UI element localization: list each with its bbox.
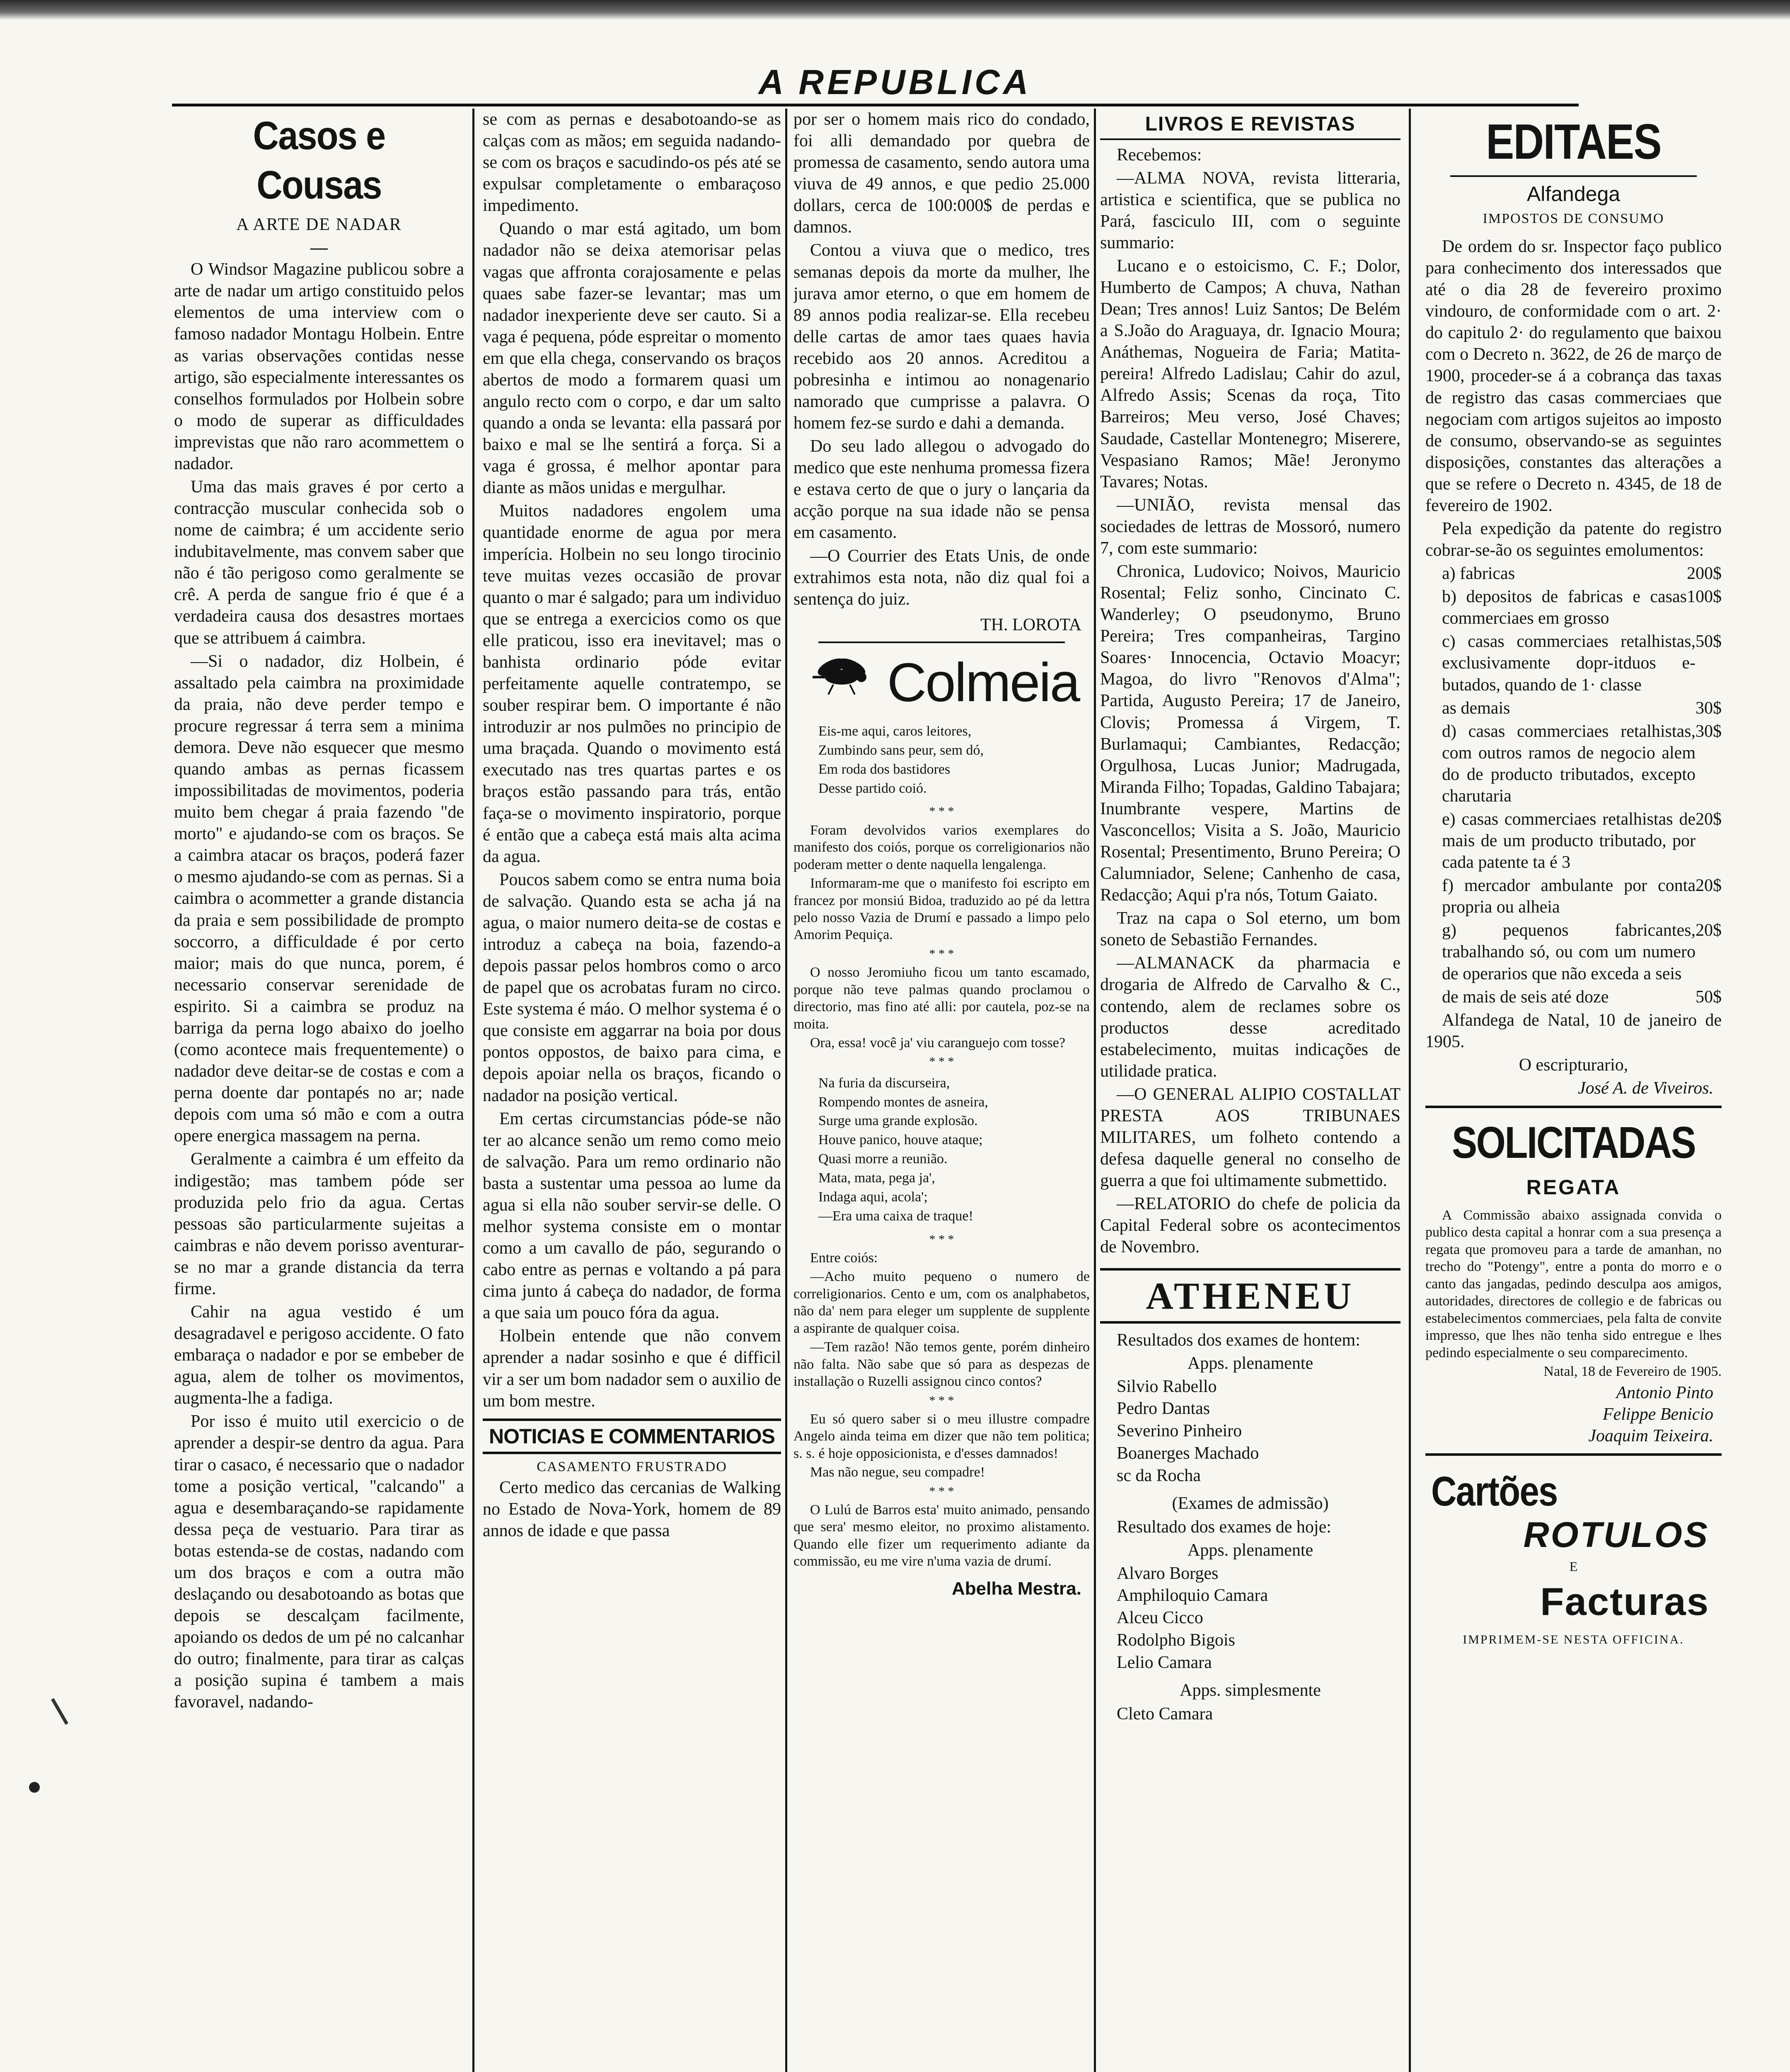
column-divider: [1409, 109, 1411, 2072]
article-subheading: CASAMENTO FRUSTRADO: [537, 1459, 727, 1474]
ad-tagline: IMPRIMEM-SE NESTA OFFICINA.: [1463, 1632, 1684, 1646]
list-item: sc da Rocha: [1117, 1466, 1201, 1485]
section-heading-casos: Casos e Cousas: [253, 114, 385, 208]
paragraph: —RELATORIO do chefe de policia da Capital Federal sobre os acontecimentos de Novembro.: [1100, 1194, 1401, 1257]
paragraph: Foram devolvidos varios exemplares do manifesto dos coiós, porque os correligionarios não poderam metter o dente naquella lengalenga.: [793, 822, 1090, 872]
section-heading-noticias: NOTICIAS E COMMENTARIOS: [483, 1418, 781, 1454]
paragraph: Do seu lado allegou o advogado do medico que este nenhuma promessa fizera e estava certo de que o jury o lançaria da acção porque na sua idade não se pensa em casamento.: [793, 437, 1090, 542]
fee-value: 20$: [1696, 876, 1722, 896]
signature-name: Joaquim Teixeira.: [1588, 1426, 1713, 1445]
fee-description: as demais: [1442, 698, 1510, 718]
notice-heading: Alfandega: [1526, 182, 1621, 206]
paragraph: Em certas circumstancias póde-se não ter ao alcance senão um remo como meio de salvação. Para um remo ordinario não basta a sustentar uma pessoa ao lume da agua si ella não souber servir-se delle. O melhor systema consiste em o montar como a um cavallo de páo, segurando o cabo entre as pernas e voltando a pá para cima junto á cabeça do nadador, de forma a que saia um pouco fóra da agua.: [483, 1109, 781, 1323]
fee-value: 20$: [1696, 809, 1722, 829]
page-top-edge: [0, 0, 1790, 20]
notice-heading: REGATA: [1526, 1175, 1621, 1199]
signature-title: O escripturario,: [1519, 1055, 1628, 1075]
fee-description: b) depositos de fabricas e casas commerciaes em grosso: [1442, 587, 1687, 628]
list-item: Lelio Camara: [1117, 1653, 1212, 1672]
poem-line: Rompendo montes de asneira,: [818, 1094, 988, 1110]
fee-value: 20$: [1696, 921, 1722, 940]
ad-cartoes: Cartões: [1431, 1468, 1558, 1515]
poem-line: Indaga aqui, acola';: [818, 1189, 928, 1205]
colmeia-title: Colmeia: [887, 652, 1079, 713]
fee-row: [1425, 986, 1722, 1008]
paragraph: A Commissão abaixo assignada convida o publico desta capital a honrar com a sua presença a regata que promoveu para a tarde de amanhan, no trecho do "Potengy", entre a ponta do morro e o canto das jangadas, pedindo desculpa aos amigos, autoridades, directores de collegio e de fabricas ou estabelecimentos commerciaes, pela falta de convite impresso, que lhes não tenha sido entregue e lhes pedindo especialmente o seu comparecimento.: [1425, 1207, 1722, 1360]
fee-list: [1425, 563, 1722, 1008]
paragraph: —Si o nadador, diz Holbein, é assaltado pela caimbra na proximidade da praia, não deve perder tempo e procure regressar á terra sem a minima demora. Deve não esquecer que mesmo quando ambas as pernas ficassem impossibilitadas de movimentos, poderia muito bem chegar á praia fazendo "de morto" e ajudando-se com os braços. Se a caimbra atacar os braços, poderá fazer o mesmo ajudando-se com as pernas. Si a caimbra o acommetter a grande distancia da praia e sem possibilidade de prompto soccorro, a difficuldade é por certo maior; mais do que nunca, porem, é necessario conservar serenidade de espirito. Si a caimbra se produz na barriga da perna logo abaixo do joelho (como acontece mais frequentemente) o nadador deve deitar-se de costas e com a perna doente dar pontapés no ar; nade depois com uma só mão e com a outra opere energica massagem na perna.: [174, 651, 464, 1146]
column-4: [1100, 109, 1401, 2072]
paragraph: Quando o mar está agitado, um bom nadador não se deixa atemorisar pelas vagas que affronta corajosamente e pelas quaes sabe fazer-se levantar; mas um nadador inexperiente deve ser cauto. Si a vaga é pequena, póde espreitar o momento em que ella chega, conservando os braços abertos de modo a formarem quasi um angulo recto com o corpo, e dar um salto quando a onda se levanta: ella passará por baixo e mal se lhe sentirá a força. Si a vaga é grossa, é melhor apontar para diante as mãos unidas e mergulhar.: [483, 219, 781, 498]
list-item: Pedro Dantas: [1117, 1399, 1210, 1418]
name-list: [1117, 1563, 1401, 1674]
fee-value: 100$: [1687, 587, 1722, 607]
column-1: [174, 109, 464, 2072]
column-2: [483, 109, 781, 2072]
paragraph: Holbein entende que não convem aprender a nadar sosinho e que é difficil vir a ser um bom nadador sem o auxilio de um bom mestre.: [483, 1326, 781, 1411]
paragraph: Recebemos:: [1117, 145, 1202, 165]
section-heading-editaes: EDITAES: [1486, 114, 1661, 169]
masthead-rule: [172, 104, 1579, 107]
ad-conjunction: E: [1569, 1559, 1578, 1574]
paragraph: Entre coiós:: [810, 1250, 878, 1266]
paragraph: Geralmente a caimbra é um effeito da indigestão; mas tambem póde ser produzida pelo frio da agua. Certas pessoas são particularmente sujeitas a caimbras e não devem porisso aventurar-se no mar a grande distancia da terra firme.: [174, 1150, 464, 1298]
poem-line: Quasi morre a reunião.: [818, 1151, 948, 1167]
paragraph: —O GENERAL ALIPIO COSTALLAT PRESTA AOS TRIBUNAES MILITARES, um folheto contendo a defesa daquelle general no conselho de guerra a que foi ultimamente submettido.: [1100, 1084, 1401, 1191]
fee-row: [1425, 697, 1722, 719]
paragraph: —Acho muito pequeno o numero de correligionarios. Cento e um, com os analphabetos, não da' nem para eleger um supplente de supplente a aspirante de qualquer coisa.: [793, 1269, 1090, 1336]
paragraph: Chronica, Ludovico; Noivos, Mauricio Rosental; Feliz sonho, Cincinato C. Wanderley; O pseudonymo, Bruno Pereira; Tres companheiras, Targino Soares· Innocencia, Octavio Moacyr; Magoa, do livro "Renovos d'Alma"; Partida, Augusto Pereira; 17 de Janeiro, Clovis; Promessa á Virgem, T. Burlamaqui; Cambiantes, Redacção; Orgulhosa, Lucas Junior; Madrugada, Miranda Filho; Topadas, Galdino Tabajara; Inumbrante vespere, Martins de Vasconcellos; Visita a S. João, Mauricio Rosental; Presentimento, Bruno Pereira; O Calumniador, Selene; Canhenho de casa, Redacção; Aqui p'ra nós, Totum Gaiato.: [1100, 562, 1401, 905]
signature-name: Antonio Pinto: [1616, 1383, 1713, 1402]
poem-line: Mata, mata, pega ja',: [818, 1170, 935, 1186]
paragraph: Uma das mais graves é por certo a contracção muscular conhecida sob o nome de caimbra; é um accidente serio indubitavelmente, mas convem saber que não é tão perigoso como geralmente se crê. A perda de sangue frio é que é a verdadeira causa dos desastres mortaes que se attribuem á caimbra.: [174, 477, 464, 648]
margin-mark: [51, 1698, 68, 1725]
stars-separator: * * *: [929, 1055, 954, 1069]
colmeia-header: [793, 647, 1090, 718]
poem-line: —Era uma caixa de traque!: [818, 1208, 973, 1224]
date-line: Natal, 18 de Fevereiro de 1905.: [1543, 1364, 1722, 1380]
fee-value: 50$: [1696, 987, 1722, 1007]
column-divider: [1094, 109, 1096, 2072]
poem-line: Surge uma grande explosão.: [818, 1113, 978, 1129]
paragraph: Por isso é muito util exercicio o de aprender a despir-se dentro da agua. Para tirar o casaco, é necessario que o nadador tome a posição vertical, "calcando" a agua e desembaraçando-se rapidamente dessa peça de vestuario. Para tirar as botas estenda-se de costas, nadando com um dos braços e com a outra mão deslaçando ou desabotoando as botas que depois se descalçam facilmente, apoiando os dedos de um pé no calcanhar do outro; finalmente, para tirar as calças a posição supina é tambem a mais favoravel, nadando-: [174, 1412, 464, 1712]
margin-dot: [29, 1782, 40, 1793]
list-item: Cleto Camara: [1117, 1704, 1213, 1723]
fee-row: [1425, 563, 1722, 584]
section-heading-solicitadas: SOLICITADAS: [1451, 1117, 1696, 1167]
paragraph: Resultados dos exames de hontem:: [1117, 1330, 1360, 1350]
fee-description: g) pequenos fabricantes, trabalhando só, ou com um numero de operarios que não exceda a seis: [1442, 921, 1696, 983]
signature-name: Felippe Benicio: [1602, 1404, 1713, 1424]
results-label: (Exames de admissão): [1172, 1494, 1329, 1513]
signature-name: José A. de Viveiros.: [1578, 1078, 1713, 1098]
list-item: Alceu Cicco: [1117, 1608, 1203, 1628]
column-5: [1425, 109, 1722, 2072]
paragraph: O nosso Jeromiuho ficou um tanto escamado, porque não teve palmas quando proclamou o directorio, mas fino até alli: por cautela, poz-se na moita.: [793, 965, 1090, 1032]
fee-row: [1425, 721, 1722, 807]
signature: TH. LOROTA: [980, 615, 1081, 634]
poem: [818, 1074, 1090, 1226]
list-item: Amphiloquio Camara: [1117, 1586, 1268, 1605]
fee-description: d) casas commerciaes retalhistas, com outros ramos de negocio alem do de producto tributados, excepto charutaria: [1442, 721, 1696, 806]
paragraph: Ora, essa! você ja' viu caranguejo com tosse?: [810, 1035, 1065, 1051]
ad-facturas: Facturas: [1540, 1580, 1709, 1624]
stars-separator: * * *: [929, 804, 954, 818]
paragraph: Alfandega de Natal, 10 de janeiro de 1905.: [1425, 1010, 1722, 1051]
ad-rotulos: ROTULOS: [1523, 1515, 1709, 1555]
fee-description: c) casas commerciaes retalhistas, exclusivamente dopr-itduos e-butados, quando de 1· classe: [1442, 632, 1696, 695]
fee-row: [1425, 586, 1722, 629]
fee-description: a) fabricas: [1442, 564, 1515, 583]
bee-icon: [804, 653, 879, 712]
paragraph: Certo medico das cercanias de Walking no Estado de Nova-York, homem de 89 annos de idade e que passa: [483, 1478, 781, 1541]
results-label: Apps. plenamente: [1187, 1353, 1313, 1373]
list-item: Silvio Rabello: [1117, 1377, 1217, 1396]
poem: [818, 722, 1090, 798]
fee-value: 200$: [1687, 564, 1722, 583]
separator-rule: [1425, 1106, 1722, 1108]
paragraph: por ser o homem mais rico do condado, foi alli demandado por quebra de promessa de casamento, sendo autora uma viuva de 49 annos, e que pedio 25.000 dollars, cerca de 100:000$ de perdas e damnos.: [793, 110, 1090, 237]
paragraph: Poucos sabem como se entra numa boia de salvação. Quando esta se acha já na agua, o maior numero deita-se de costas e introduz a cabeça na boia, fazendo-a depois passar pelos hombros como o arco de papel que os acrobatas furam no circo. Este systema é máo. O melhor systema é o que consiste em aggarrar na boia por dous pontos oppostos, de baixo para cima, e depois apoiar nella os braços, ficando o nadador na posição vertical.: [483, 870, 781, 1105]
paragraph: Informaram-me que o manifesto foi escripto em francez por monsiú Bidoa, traduzido ao pé da lettra pelo nosso Vazia de Drumí e passado a limpo pelo Amorim Pequiça.: [793, 876, 1090, 943]
column-divider: [472, 109, 474, 2072]
poem-line: Eis-me aqui, caros leitores,: [818, 723, 972, 739]
fee-description: de mais de seis até doze: [1442, 987, 1609, 1007]
paragraph: Contou a viuva que o medico, tres semanas depois da morte da mulher, lhe jurava amor eterno, o que em homem de 89 annos podia realizar-se. Ella recebeu delle cartas de amor taes quaes havia recebido aos 20 annos. Acreditou a pobresinha e intimou ao nonagenario namorado que cumprisse a palavra. O homem fez-se surdo e dahi a demanda.: [793, 241, 1090, 433]
paragraph: De ordem do sr. Inspector faço publico para conhecimento dos interessados que até o dia 28 de fevereiro proximo vindouro, de conformidade com o art. 2· do capitulo 2· do regulamento que baixou com o Decreto n. 3622, de 26 de março de 1900, proceder-se á a cobrança das taxas de registro das casas commerciaes que negociam com artigos sujeitos ao imposto de consumo, observando-se as seguintes disposições, constantes das alterações a que se refere o Decreto n. 4345, de 18 de fevereiro de 1902.: [1425, 237, 1722, 515]
fee-row: [1425, 875, 1722, 918]
poem-line: Desse partido coió.: [818, 780, 927, 796]
paragraph: se com as pernas e desabotoando-se as calças com as mãos; em seguida nadando-se com os braços e sacudindo-os pés até se expulsar completamente o embaraçoso impedimento.: [483, 110, 781, 215]
paragraph: O Lulú de Barros esta' muito animado, pensando que sera' mesmo eleitor, no proximo alistamento. Quando elle fizer um requerimento adiante da commissão, eu me vire n'uma vazia de drumí.: [793, 1502, 1090, 1569]
fee-value: 30$: [1696, 721, 1722, 741]
fee-row: [1425, 808, 1722, 873]
section-heading-atheneu: ATHENEU: [1100, 1268, 1401, 1324]
separator-rule: [818, 641, 1065, 643]
paragraph: Eu só quero saber si o meu illustre compadre Angelo ainda teima em dizer que não tem politica; s. s. é hoje opposicionista, e d'esses damnados!: [793, 1411, 1090, 1461]
fee-description: f) mercador ambulante por conta propria ou alheia: [1442, 876, 1696, 917]
fee-row: [1425, 920, 1722, 984]
column-divider: [785, 109, 787, 2072]
paragraph: —O Courrier des Etats Unis, de onde extrahimos esta nota, não diz qual foi a sentença do juiz.: [793, 546, 1090, 609]
stars-separator: * * *: [929, 1484, 954, 1498]
signature: Abelha Mestra.: [952, 1578, 1081, 1599]
list-item: Severino Pinheiro: [1117, 1421, 1242, 1441]
poem-line: Zumbindo sans peur, sem dó,: [818, 742, 984, 758]
paragraph: Cahir na agua vestido é um desagradavel e perigoso accidente. O fato embaraça o nadador e por se embeber de agua, alem de tolher os movimentos, augmenta-lhe a fadiga.: [174, 1302, 464, 1408]
fee-row: [1425, 631, 1722, 695]
paragraph: Muitos nadadores engolem uma quantidade enorme de agua por mera imperícia. Holbein no seu longo tirocinio teve muitas vezes occasião de provar quanto o mar é salgado; para um individuo que se entrega a exercicios como os que elle praticou, isso era inevitavel; mas o banhista ordinario póde evitar perfeitamente aquelle contratempo, se souber respirar bem. O importante é não introduzir ar nos pulmões no principio de uma braçada. Quando o movimento está executado nas tres quartas partes e os braços estão passando para trás, então faça-se o movimento inspiratorio, porque é então que a cabeça está mais alta acima da agua.: [483, 501, 781, 866]
name-list: [1117, 1703, 1401, 1726]
poem-line: Houve panico, houve ataque;: [818, 1132, 983, 1148]
column-3: [793, 109, 1090, 2072]
paragraph: Resultado dos exames de hoje:: [1117, 1517, 1331, 1537]
section-heading-livros: LIVROS E REVISTAS: [1100, 109, 1401, 140]
article-subheading: A ARTE DE NADAR: [236, 215, 402, 235]
paragraph: Lucano e o estoicismo, C. F.; Dolor, Humberto de Campos; A chuva, Nathan Dean; Tres annos! Luiz Santos; De Belém a S.João do Araguaya, dr. Ignacio Moura; Anáthemas, Nogueira de Faria; Matita-pereira! Alfredo Ladislau; Cahir do azul, Alfredo Assis; Scenas da roça, Tito Barreiros; Meu verso, José Chaves; Saudade, Castellar Montenegro; Miserere, Vespasiano Ramos; Mãe! Jeronymo Tavares; Notas.: [1100, 256, 1401, 491]
paragraph: —ALMA NOVA, revista litteraria, artistica e scientifica, que se publica no Pará, fasciculo III, com o seguinte summario:: [1100, 168, 1401, 252]
results-label: Apps. simplesmente: [1180, 1681, 1321, 1700]
notice-subheading: IMPOSTOS DE CONSUMO: [1483, 211, 1664, 226]
list-item: Alvaro Borges: [1117, 1564, 1219, 1583]
paragraph: O Windsor Magazine publicou sobre a arte de nadar um artigo constituido pelos elementos de uma interview com o famoso nadador Montagu Holbein. Entre as varias observações contidas nesse artigo, são especialmente interessantes os conselhos formulados por Holbein sobre o modo de superar as difficuldades imprevistas que não raro acommettem o nadador.: [174, 260, 464, 473]
masthead: A REPUBLICA: [758, 63, 1032, 102]
paragraph: —UNIÃO, revista mensal das sociedades de lettras de Mossoró, numero 7, com este summario:: [1100, 495, 1401, 558]
list-item: Rodolpho Bigois: [1117, 1630, 1235, 1650]
fee-description: e) casas commerciaes retalhistas de mais de um producto tributado, por cada patente ta é 3: [1442, 809, 1696, 872]
paragraph: Mas não negue, seu compadre!: [810, 1464, 985, 1480]
separator-rule: [1450, 175, 1697, 177]
paragraph: Traz na capa o Sol eterno, um bom soneto de Sebastião Fernandes.: [1100, 909, 1401, 950]
stars-separator: * * *: [929, 946, 954, 961]
paragraph: —Tem razão! Não temos gente, porém dinheiro não falta. Não sabe que só para as despezas de installação o Ruzelli assignou cinco contos?: [793, 1339, 1090, 1389]
stars-separator: * * *: [929, 1393, 954, 1407]
list-item: Boanerges Machado: [1117, 1443, 1259, 1463]
separator-rule: [1425, 1453, 1722, 1456]
name-list: [1117, 1376, 1401, 1487]
paragraph: Pela expedição da patente do registro cobrar-se-ão os seguintes emolumentos:: [1425, 519, 1722, 560]
paragraph: —ALMANACK da pharmacia e drogaria de Alfredo de Carvalho & C., contendo, alem de reclames sobre os productos desse acreditado estabelecimento, muitas indicações de utilidade pratica.: [1100, 954, 1401, 1081]
dash-separator: —: [310, 238, 328, 258]
stars-separator: * * *: [929, 1232, 954, 1246]
poem-line: Na furia da discurseira,: [818, 1075, 950, 1091]
poem-line: Em roda dos bastidores: [818, 761, 951, 777]
fee-value: 50$: [1696, 632, 1722, 651]
results-label: Apps. plenamente: [1187, 1540, 1313, 1560]
fee-value: 30$: [1696, 698, 1722, 718]
